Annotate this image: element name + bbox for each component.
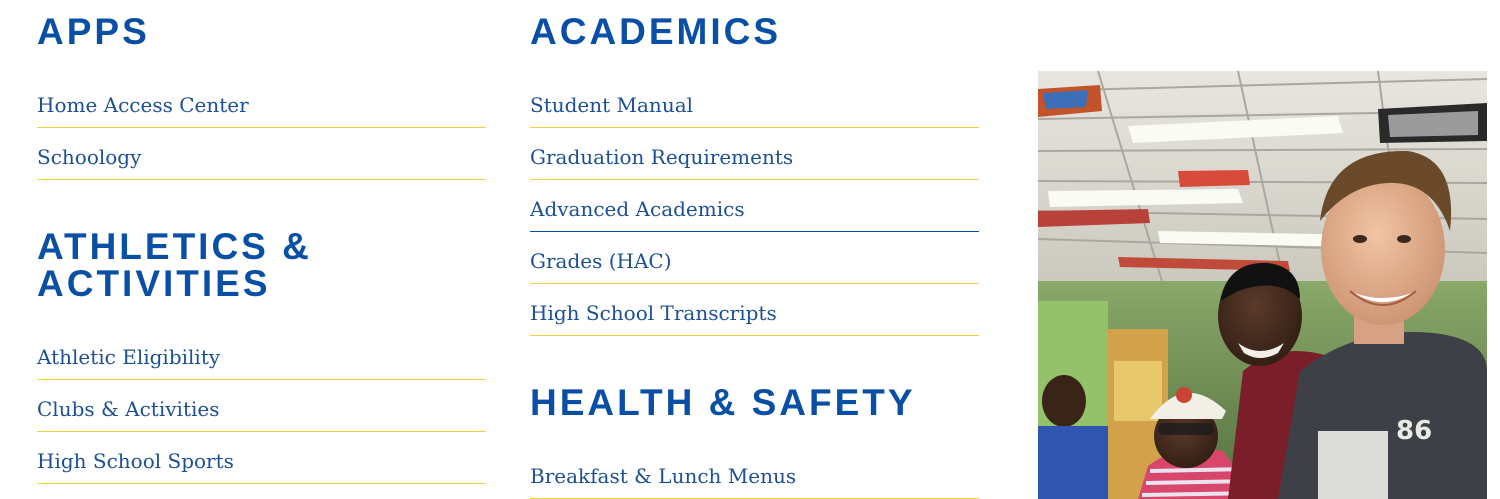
list-item <box>37 432 486 484</box>
front-boy-left-eye-shape <box>1353 235 1367 243</box>
list-item <box>530 180 979 232</box>
athletics-link-list <box>37 328 486 484</box>
health-safety-heading: HEALTH & SAFETY <box>530 382 916 423</box>
shirt-graphic-shape <box>1318 431 1388 499</box>
health-link-list <box>530 447 979 499</box>
adult-head-shape <box>1042 375 1086 427</box>
grades-hac-link[interactable]: Grades (HAC) <box>530 249 672 273</box>
breakfast-lunch-menus-link[interactable]: Breakfast & Lunch Menus <box>530 464 797 488</box>
apps-link-list <box>37 76 486 180</box>
shirt-number-text: 86 <box>1396 416 1433 446</box>
cap-logo-shape <box>1176 387 1192 403</box>
poster-inner-shape <box>1114 361 1162 421</box>
high-school-sports-link[interactable]: High School Sports <box>37 449 234 473</box>
athletic-eligibility-link[interactable]: Athletic Eligibility <box>37 345 221 369</box>
academics-link-list <box>530 76 979 336</box>
students-photo <box>1038 71 1487 499</box>
home-access-center-link[interactable]: Home Access Center <box>37 93 249 117</box>
athletics-activities-heading: ATHLETICS & ACTIVITIES <box>37 226 312 304</box>
list-item <box>37 380 486 432</box>
list-item <box>530 76 979 128</box>
glasses-shape <box>1158 423 1214 435</box>
list-item <box>530 447 979 499</box>
list-item <box>37 128 486 180</box>
graduation-requirements-link[interactable]: Graduation Requirements <box>530 145 794 169</box>
clubs-activities-link[interactable]: Clubs & Activities <box>37 397 220 421</box>
list-item <box>37 328 486 380</box>
high-school-transcripts-link[interactable]: High School Transcripts <box>530 301 777 325</box>
list-item <box>530 128 979 180</box>
advanced-academics-link[interactable]: Advanced Academics <box>530 197 745 221</box>
schoology-link[interactable]: Schoology <box>37 145 142 169</box>
apps-heading: APPS <box>37 11 150 52</box>
list-item <box>530 284 979 336</box>
front-boy-right-eye-shape <box>1397 235 1411 243</box>
list-item <box>37 76 486 128</box>
academics-heading: ACADEMICS <box>530 11 782 52</box>
student-manual-link[interactable]: Student Manual <box>530 93 694 117</box>
list-item <box>530 232 979 284</box>
adult-shirt-shape <box>1038 426 1108 499</box>
students-photo-illustration <box>1038 71 1487 499</box>
